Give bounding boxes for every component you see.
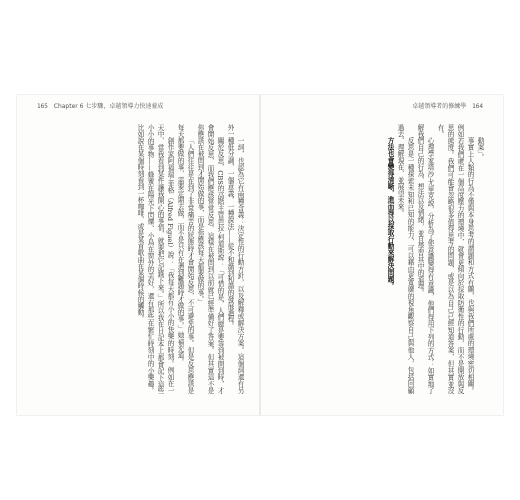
bold-paragraph	[385, 124, 395, 394]
paragraph: 「人們往往是在到了非常痛苦的狀態時才會開始反思，不可避免的事。但是反思應該是每天都要做的事，需要定期去做，而不是只有在遇到難題時才做的事。」她補充道。	[176, 124, 194, 394]
paragraph: 事實上人類的行為不僅與本身思考的謂題和方式有關，也與我們所處的環境密切相關。例如若我們處在一個高度壓力的環境中，就會更傾向於採取防衛性的行動，而不是開放與反思的態度。我們可能會忽略很多值得思考的問題，或是以為自己已經知道答案，但其實並沒有。	[436, 124, 474, 394]
paragraph: 動案」。	[476, 137, 484, 161]
left-page-chapter: Chapter 6 七步驟，卓越領導力快速養成	[53, 103, 164, 110]
bold-text: 方法也會變得清晰，進而得以採取行動來解決問題。	[386, 137, 394, 289]
left-page-header	[33, 101, 163, 110]
left-page-number: 165	[37, 103, 48, 110]
right-page-header	[412, 101, 487, 110]
paragraph: 創作家阿福瑞·菲格（Alfred Figuel）說：「我每天都有小小的快樂的時刻。例如在一天中，當我看到某件讓我開心的事情，就要把它記錄下來。」所以我在日記本上都會記下這些小小的事物——蜂蜜在陽光下閃爍、小鳥在窗外的美好，還有那些在繁忙時刻中的小樂趣。比如說在某個時刻看到一杯咖啡，或是某首歌曲在某個時候的觸動。	[136, 124, 174, 394]
right-page-number: 164	[472, 103, 483, 110]
left-page-body	[35, 124, 245, 394]
book-spread	[17, 95, 503, 415]
paragraph: 反思是一種探索未知和已知的能力，可以藉由更寬廣的視角觀察自己與他人，包括回顧過去、理解現在、並展望未來。	[396, 124, 414, 394]
paragraph: 關於反思，CBS的高階主管芭拉·柯道斯說：「可惜的是，人們總是要等到被問到時，才會開始反思，而我們應該常常反思，這樣在被問到以前就已經準備好了答案。但其實這不是你應該在被問到才開始做的事，而是你應該每天都要做的事。」	[196, 124, 224, 394]
right-page-body	[275, 124, 485, 394]
right-page-title: 卓越領導者的修練學	[412, 103, 467, 110]
paragraph: 心理學家塔沙·尤里克說，分析為了使意識變得有意識，他們得用下列的方式：如實地了解我們自己的行為、想法以及情緒，並且學習其中的道理。	[416, 124, 434, 394]
paragraph: 一詞，也認為它有兩種含義：決定性的行動方針，以及解釋或解決方案。這個詞還有另外一種低分調、一個意義，一種說法——從不和諧到和諧的發展過程。	[226, 124, 244, 394]
book-gutter	[259, 95, 261, 415]
